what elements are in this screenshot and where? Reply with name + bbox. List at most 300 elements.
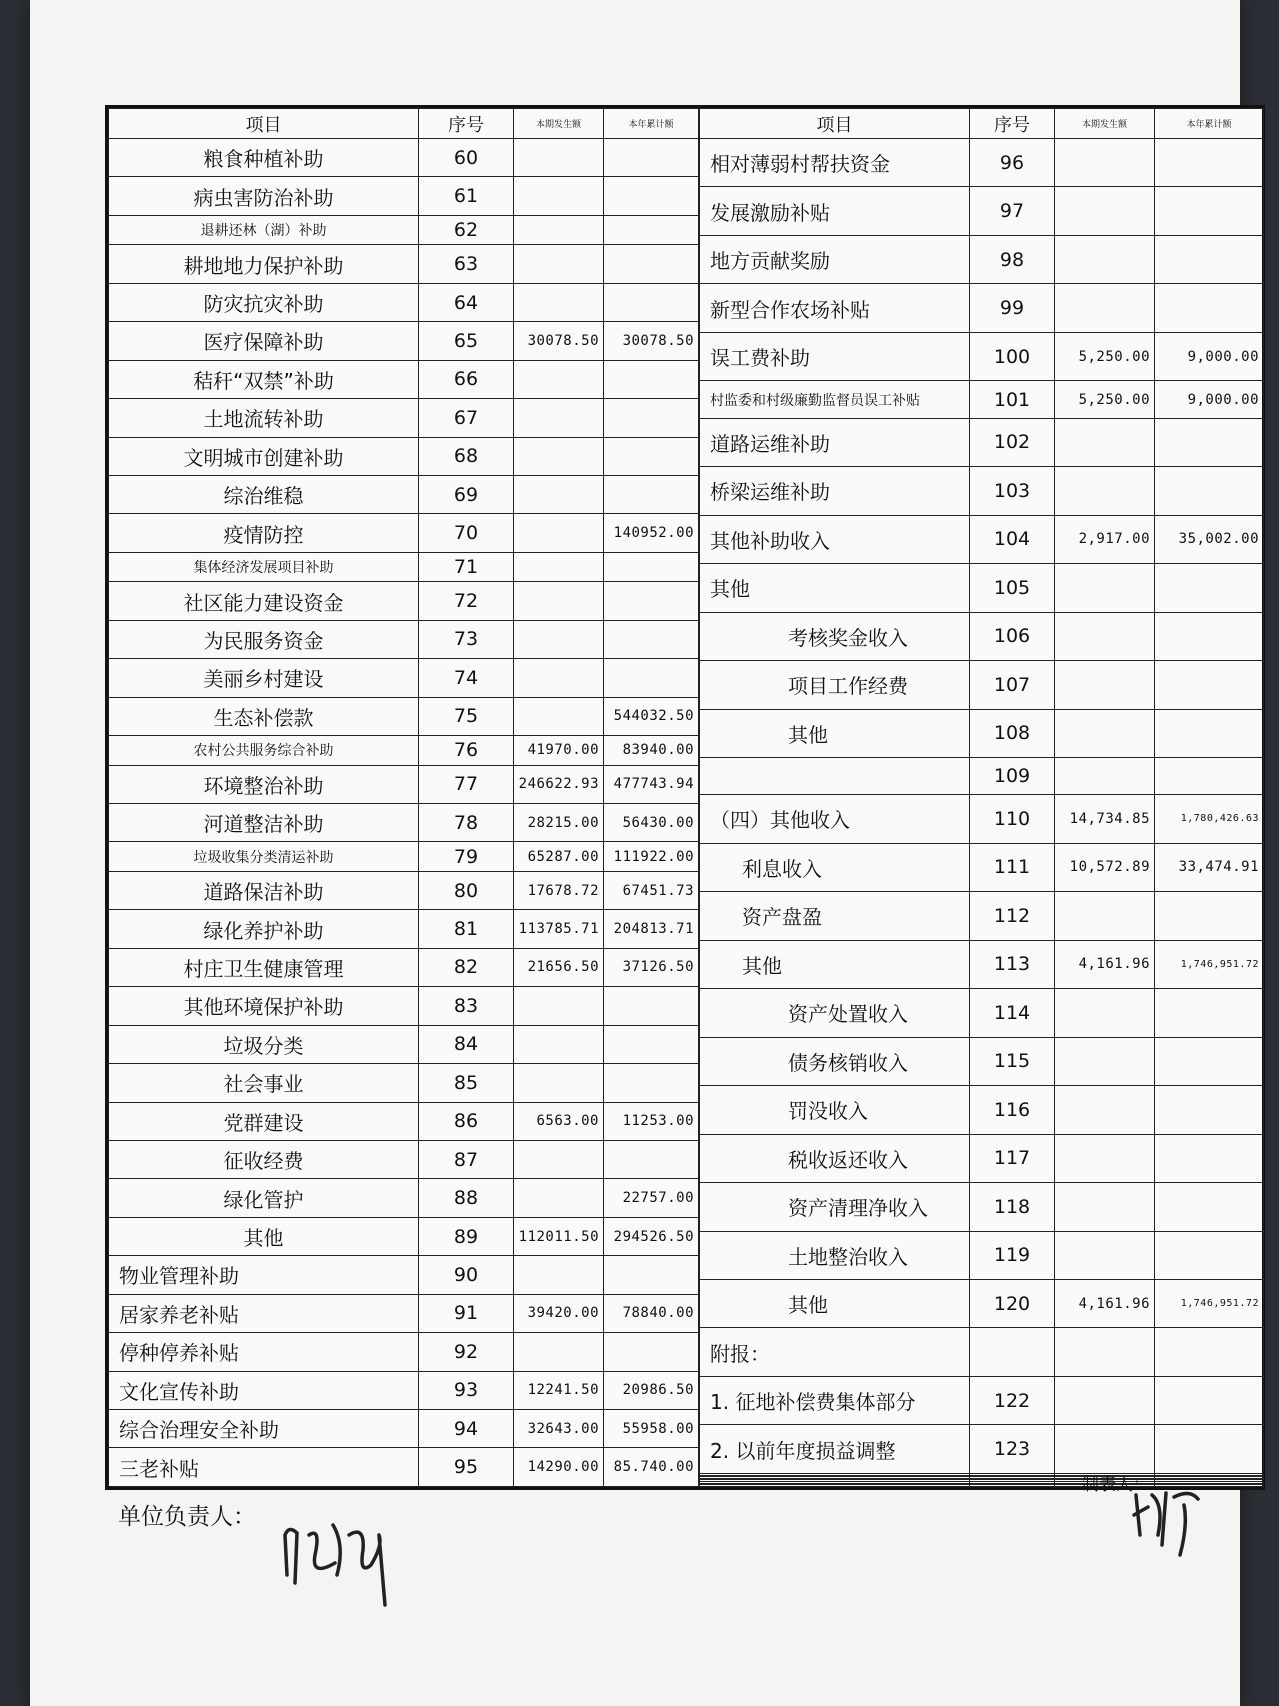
row-seq: 88: [419, 1179, 514, 1217]
row-item: 村庄卫生健康管理: [109, 948, 419, 986]
row-seq: 107: [970, 661, 1055, 709]
row-item: 物业管理补助: [109, 1256, 419, 1294]
table-row: [700, 757, 1264, 794]
row-item: 项目工作经费: [700, 661, 970, 709]
row-period-amount: [514, 177, 604, 215]
row-period-amount: 113785.71: [514, 910, 604, 948]
row-item: 社区能力建设资金: [109, 582, 419, 620]
row-period-amount: [514, 139, 604, 177]
row-ytd-amount: [1155, 564, 1264, 612]
row-period-amount: [514, 1025, 604, 1063]
row-period-amount: [514, 245, 604, 283]
row-item: 债务核销收入: [700, 1037, 970, 1085]
row-seq: 65: [419, 322, 514, 360]
row-period-amount: [514, 437, 604, 475]
row-period-amount: [1055, 1328, 1155, 1376]
row-item: 土地整治收入: [700, 1231, 970, 1279]
row-period-amount: 14290.00: [514, 1448, 604, 1487]
table-row: [700, 989, 1264, 1037]
row-seq: 105: [970, 564, 1055, 612]
row-seq: 115: [970, 1037, 1055, 1085]
row-item: 地方贡献奖励: [700, 235, 970, 283]
row-period-amount: 246622.93: [514, 765, 604, 803]
row-period-amount: [1055, 467, 1155, 515]
table-row: [109, 582, 699, 620]
row-ytd-amount: [1155, 1231, 1264, 1279]
row-seq: 106: [970, 612, 1055, 660]
row-ytd-amount: [604, 215, 699, 244]
row-period-amount: 39420.00: [514, 1294, 604, 1332]
row-ytd-amount: [604, 987, 699, 1025]
row-ytd-amount: 20986.50: [604, 1371, 699, 1409]
row-ytd-amount: [604, 1256, 699, 1294]
row-period-amount: 2,917.00: [1055, 515, 1155, 563]
row-ytd-amount: [604, 399, 699, 437]
row-seq: 120: [970, 1280, 1055, 1328]
header-ytd: 本年累计额: [1155, 109, 1264, 139]
row-period-amount: [1055, 757, 1155, 794]
row-ytd-amount: [604, 1025, 699, 1063]
table-row: [109, 1256, 699, 1294]
row-item: （四）其他收入: [700, 795, 970, 843]
row-period-amount: [1055, 418, 1155, 466]
row-seq: 77: [419, 765, 514, 803]
row-item: 征收经费: [109, 1140, 419, 1178]
row-ytd-amount: [604, 283, 699, 321]
preparer-label: 制表人：: [1082, 1475, 1150, 1495]
row-seq: 93: [419, 1371, 514, 1409]
row-period-amount: 112011.50: [514, 1217, 604, 1255]
row-seq: 92: [419, 1333, 514, 1371]
header-period: 本期发生额: [514, 109, 604, 139]
row-item: 秸秆“双禁”补助: [109, 360, 419, 398]
row-period-amount: [1055, 139, 1155, 187]
row-period-amount: 12241.50: [514, 1371, 604, 1409]
row-seq: 60: [419, 139, 514, 177]
row-period-amount: [514, 1256, 604, 1294]
row-seq: 118: [970, 1183, 1055, 1231]
row-seq: 81: [419, 910, 514, 948]
row-seq: 78: [419, 803, 514, 841]
row-period-amount: [514, 659, 604, 697]
row-ytd-amount: [1155, 612, 1264, 660]
row-ytd-amount: 55958.00: [604, 1410, 699, 1448]
row-seq: 102: [970, 418, 1055, 466]
row-seq: 95: [419, 1448, 514, 1487]
row-item: 河道整洁补助: [109, 803, 419, 841]
table-row: [700, 139, 1264, 187]
table-row: [109, 910, 699, 948]
row-item: 其他: [700, 564, 970, 612]
table-row: [109, 215, 699, 244]
row-ytd-amount: [1155, 892, 1264, 940]
row-period-amount: [1055, 235, 1155, 283]
row-period-amount: [514, 697, 604, 735]
row-item: 资产盘盈: [700, 892, 970, 940]
row-ytd-amount: [1155, 989, 1264, 1037]
row-ytd-amount: 204813.71: [604, 910, 699, 948]
table-row: [109, 697, 699, 735]
row-seq: 70: [419, 514, 514, 552]
row-item: [700, 757, 970, 794]
row-ytd-amount: [604, 475, 699, 513]
table-row: [700, 1037, 1264, 1085]
row-item: 发展激励补贴: [700, 187, 970, 235]
row-item: 医疗保障补助: [109, 322, 419, 360]
row-item: 文明城市创建补助: [109, 437, 419, 475]
row-item: 资产清理净收入: [700, 1183, 970, 1231]
table-row: [109, 1371, 699, 1409]
row-ytd-amount: [604, 1140, 699, 1178]
row-period-amount: 4,161.96: [1055, 1280, 1155, 1328]
row-item: 社会事业: [109, 1064, 419, 1102]
preparer-signature: [1128, 1475, 1228, 1565]
table-row: [109, 552, 699, 581]
row-ytd-amount: 56430.00: [604, 803, 699, 841]
row-ytd-amount: [1155, 1134, 1264, 1182]
row-seq: 100: [970, 332, 1055, 380]
row-seq: 80: [419, 871, 514, 909]
row-ytd-amount: [1155, 284, 1264, 332]
row-ytd-amount: 477743.94: [604, 765, 699, 803]
row-seq: 76: [419, 736, 514, 765]
row-item: 疫情防控: [109, 514, 419, 552]
table-row: [700, 709, 1264, 757]
row-ytd-amount: [604, 620, 699, 658]
row-seq: 99: [970, 284, 1055, 332]
row-item: 退耕还林（湖）补助: [109, 215, 419, 244]
row-item: 综治维稳: [109, 475, 419, 513]
row-period-amount: [514, 1064, 604, 1102]
row-item: 利息收入: [700, 843, 970, 891]
row-item: 新型合作农场补贴: [700, 284, 970, 332]
row-period-amount: [514, 475, 604, 513]
row-seq: 111: [970, 843, 1055, 891]
table-row: [700, 843, 1264, 891]
row-seq: 64: [419, 283, 514, 321]
row-period-amount: [514, 987, 604, 1025]
row-ytd-amount: [1155, 1183, 1264, 1231]
row-seq: 84: [419, 1025, 514, 1063]
row-seq: 63: [419, 245, 514, 283]
row-ytd-amount: 22757.00: [604, 1179, 699, 1217]
header-seq: 序号: [419, 109, 514, 139]
row-item: 防灾抗灾补助: [109, 283, 419, 321]
row-seq: 71: [419, 552, 514, 581]
row-period-amount: 14,734.85: [1055, 795, 1155, 843]
row-seq: 119: [970, 1231, 1055, 1279]
row-ytd-amount: 83940.00: [604, 736, 699, 765]
table-row: [109, 659, 699, 697]
row-item: 其他环境保护补助: [109, 987, 419, 1025]
row-seq: 83: [419, 987, 514, 1025]
row-ytd-amount: [1155, 1376, 1264, 1424]
table-row: [109, 283, 699, 321]
row-period-amount: [514, 215, 604, 244]
table-row: [700, 1425, 1264, 1473]
table-row: [700, 795, 1264, 843]
row-period-amount: 41970.00: [514, 736, 604, 765]
row-period-amount: [1055, 1231, 1155, 1279]
row-item: 其他补助收入: [700, 515, 970, 563]
row-seq: 109: [970, 757, 1055, 794]
row-item: 桥梁运维补助: [700, 467, 970, 515]
row-item: 罚没收入: [700, 1086, 970, 1134]
row-ytd-amount: [1155, 235, 1264, 283]
table-row: [109, 399, 699, 437]
row-item: 文化宣传补助: [109, 1371, 419, 1409]
row-ytd-amount: 11253.00: [604, 1102, 699, 1140]
table-row: [109, 245, 699, 283]
row-item: 生态补偿款: [109, 697, 419, 735]
row-period-amount: 5,250.00: [1055, 381, 1155, 418]
row-seq: 104: [970, 515, 1055, 563]
row-ytd-amount: [604, 1064, 699, 1102]
row-item: 绿化管护: [109, 1179, 419, 1217]
row-seq: 86: [419, 1102, 514, 1140]
table-row: [109, 1294, 699, 1332]
header-item: 项目: [109, 109, 419, 139]
row-ytd-amount: 30078.50: [604, 322, 699, 360]
row-seq: 62: [419, 215, 514, 244]
table-row: [109, 1140, 699, 1178]
row-item: 粮食种植补助: [109, 139, 419, 177]
row-seq: 67: [419, 399, 514, 437]
table-row: [700, 612, 1264, 660]
row-seq: 61: [419, 177, 514, 215]
row-seq: 69: [419, 475, 514, 513]
row-ytd-amount: [604, 177, 699, 215]
row-period-amount: [1055, 1086, 1155, 1134]
row-seq: 91: [419, 1294, 514, 1332]
row-ytd-amount: [604, 245, 699, 283]
row-period-amount: [1055, 284, 1155, 332]
row-ytd-amount: [604, 582, 699, 620]
table-row: [109, 1102, 699, 1140]
right-table: [699, 108, 1264, 1487]
table-row: [700, 187, 1264, 235]
table-row: [109, 437, 699, 475]
table-row: [700, 1183, 1264, 1231]
row-seq: 116: [970, 1086, 1055, 1134]
row-seq: [970, 1485, 1055, 1487]
row-period-amount: 32643.00: [514, 1410, 604, 1448]
row-item: 集体经济发展项目补助: [109, 552, 419, 581]
row-ytd-amount: [1155, 757, 1264, 794]
row-period-amount: [514, 1333, 604, 1371]
row-ytd-amount: 67451.73: [604, 871, 699, 909]
row-ytd-amount: 37126.50: [604, 948, 699, 986]
row-ytd-amount: [604, 1333, 699, 1371]
row-period-amount: [1055, 1183, 1155, 1231]
row-ytd-amount: 544032.50: [604, 697, 699, 735]
table-row: [700, 940, 1264, 988]
row-item: 居家养老补贴: [109, 1294, 419, 1332]
row-ytd-amount: 111922.00: [604, 842, 699, 871]
row-ytd-amount: 140952.00: [604, 514, 699, 552]
row-item: 道路运维补助: [700, 418, 970, 466]
row-period-amount: [1055, 892, 1155, 940]
row-ytd-amount: 85.740.00: [604, 1448, 699, 1487]
row-period-amount: 4,161.96: [1055, 940, 1155, 988]
unit-head-label: 单位负责人：: [118, 1504, 256, 1530]
row-item: 道路保洁补助: [109, 871, 419, 909]
row-seq: 114: [970, 989, 1055, 1037]
row-seq: 73: [419, 620, 514, 658]
row-seq: 72: [419, 582, 514, 620]
row-item: 农村公共服务综合补助: [109, 736, 419, 765]
row-ytd-amount: [1155, 1037, 1264, 1085]
unit-head-signature: [275, 1505, 415, 1615]
row-ytd-amount: [604, 437, 699, 475]
row-seq: 90: [419, 1256, 514, 1294]
row-item: 1. 征地补偿费集体部分: [700, 1376, 970, 1424]
row-item: 耕地地力保护补助: [109, 245, 419, 283]
row-period-amount: [514, 1179, 604, 1217]
row-ytd-amount: 33,474.91: [1155, 843, 1264, 891]
row-item: 环境整治补助: [109, 765, 419, 803]
left-table: [108, 108, 699, 1487]
row-seq: 66: [419, 360, 514, 398]
row-period-amount: [514, 552, 604, 581]
row-period-amount: [514, 514, 604, 552]
row-item: 考核奖金收入: [700, 612, 970, 660]
row-item: 垃圾收集分类清运补助: [109, 842, 419, 871]
table-row: [700, 1376, 1264, 1424]
row-period-amount: [1055, 564, 1155, 612]
row-seq: 89: [419, 1217, 514, 1255]
row-seq: 82: [419, 948, 514, 986]
row-item: 病虫害防治补助: [109, 177, 419, 215]
row-seq: 85: [419, 1064, 514, 1102]
row-item: 土地流转补助: [109, 399, 419, 437]
row-seq: 110: [970, 795, 1055, 843]
table-row: [109, 1064, 699, 1102]
table-row: [700, 661, 1264, 709]
table-row: [700, 1231, 1264, 1279]
row-ytd-amount: [1155, 139, 1264, 187]
row-period-amount: [514, 582, 604, 620]
row-period-amount: [1055, 1376, 1155, 1424]
row-period-amount: 10,572.89: [1055, 843, 1155, 891]
income-table-sheet: [105, 105, 1265, 1490]
row-seq: 123: [970, 1425, 1055, 1473]
row-seq: 87: [419, 1140, 514, 1178]
row-seq: 108: [970, 709, 1055, 757]
row-seq: 113: [970, 940, 1055, 988]
row-period-amount: [1055, 612, 1155, 660]
table-row: [109, 139, 699, 177]
row-seq: 101: [970, 381, 1055, 418]
row-period-amount: [514, 1140, 604, 1178]
row-seq: 74: [419, 659, 514, 697]
row-ytd-amount: [604, 139, 699, 177]
row-item: 党群建设: [109, 1102, 419, 1140]
row-item: 三老补贴: [109, 1448, 419, 1487]
table-row: [109, 177, 699, 215]
table-row: [700, 235, 1264, 283]
row-period-amount: [514, 399, 604, 437]
table-row: [109, 514, 699, 552]
row-item: 资产处置收入: [700, 989, 970, 1037]
row-period-amount: 30078.50: [514, 322, 604, 360]
table-row: [700, 418, 1264, 466]
row-ytd-amount: [1155, 1425, 1264, 1473]
row-item: 附报：: [700, 1328, 970, 1376]
row-ytd-amount: [604, 659, 699, 697]
row-period-amount: [1055, 187, 1155, 235]
row-ytd-amount: [1155, 709, 1264, 757]
row-ytd-amount: [1155, 418, 1264, 466]
paper-sheet: [30, 0, 1259, 1706]
row-seq: 75: [419, 697, 514, 735]
table-row: [109, 1410, 699, 1448]
row-seq: 122: [970, 1376, 1055, 1424]
row-item: 垃圾分类: [109, 1025, 419, 1063]
row-item: 美丽乡村建设: [109, 659, 419, 697]
row-item: 为民服务资金: [109, 620, 419, 658]
header-seq: 序号: [970, 109, 1055, 139]
row-item: 2. 以前年度损益调整: [700, 1425, 970, 1473]
table-row: [109, 620, 699, 658]
table-row: [109, 475, 699, 513]
row-period-amount: 6563.00: [514, 1102, 604, 1140]
row-period-amount: 65287.00: [514, 842, 604, 871]
table-row: [700, 467, 1264, 515]
table-row: [700, 1280, 1264, 1328]
table-row: [109, 1217, 699, 1255]
row-period-amount: [1055, 989, 1155, 1037]
table-row: [109, 871, 699, 909]
table-row: [700, 1328, 1264, 1376]
row-seq: 79: [419, 842, 514, 871]
row-item: 其他: [700, 709, 970, 757]
row-ytd-amount: [1155, 661, 1264, 709]
table-row: [109, 765, 699, 803]
table-row: [109, 1448, 699, 1487]
row-ytd-amount: 78840.00: [604, 1294, 699, 1332]
row-ytd-amount: 294526.50: [604, 1217, 699, 1255]
table-row: [109, 736, 699, 765]
row-ytd-amount: 1,780,426.63: [1155, 795, 1264, 843]
row-period-amount: 21656.50: [514, 948, 604, 986]
row-seq: 98: [970, 235, 1055, 283]
row-ytd-amount: [1155, 187, 1264, 235]
table-row: [109, 1333, 699, 1371]
row-item: [700, 1485, 970, 1487]
row-seq: 68: [419, 437, 514, 475]
row-item: 停种停养补贴: [109, 1333, 419, 1371]
table-row: [700, 332, 1264, 380]
table-row: [700, 515, 1264, 563]
row-period-amount: [1055, 1134, 1155, 1182]
table-row: [109, 322, 699, 360]
row-seq: 96: [970, 139, 1055, 187]
row-seq: 103: [970, 467, 1055, 515]
row-item: 其他: [700, 1280, 970, 1328]
row-period-amount: [1055, 1037, 1155, 1085]
row-period-amount: [514, 283, 604, 321]
row-ytd-amount: 9,000.00: [1155, 332, 1264, 380]
row-seq: 112: [970, 892, 1055, 940]
row-seq: 97: [970, 187, 1055, 235]
row-period-amount: [514, 620, 604, 658]
row-seq: [970, 1328, 1055, 1376]
table-row: [109, 1179, 699, 1217]
table-row: [700, 564, 1264, 612]
row-period-amount: [1055, 709, 1155, 757]
table-row: [700, 284, 1264, 332]
